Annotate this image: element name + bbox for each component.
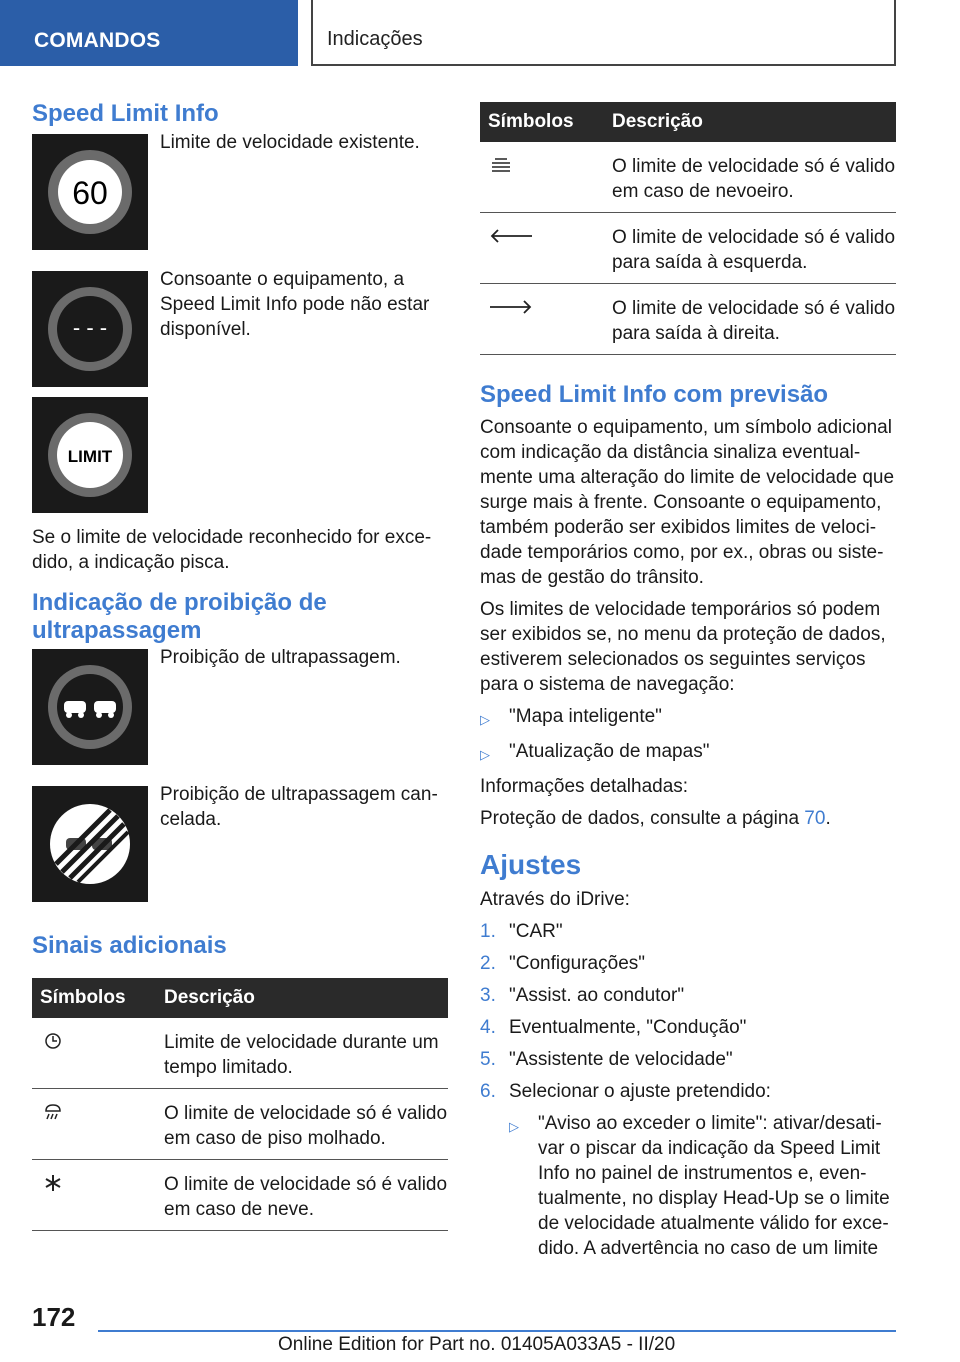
arrow-left-icon	[488, 229, 534, 250]
page-number: 172	[32, 1302, 76, 1332]
additional-signs-table	[32, 978, 448, 1231]
sign-description: Limite de velocidade existente.	[160, 132, 420, 153]
preview-paragraph-2: Os limites de velocidade temporários só podem ser exibidos se, no menu da proteção de dados, estiverem selecionados os seguintes serviços para o sistema de navegação:	[480, 599, 886, 695]
row-description: Limite de velocidade durante um tempo limitado.	[156, 1018, 448, 1089]
row-description: O limite de velocidade só é valido para saída à esquerda.	[604, 213, 896, 284]
svg-text:LIMIT: LIMIT	[67, 447, 113, 466]
sign-row-no-overtaking	[32, 649, 448, 765]
info-reference: Proteção de dados, consulte a página 70.	[480, 808, 831, 829]
col-symbols: Símbolos	[480, 102, 604, 142]
speed-limit-heading: Speed Limit Info	[32, 100, 219, 127]
row-description: O limite de velocidade só é valido em caso de piso molhado.	[156, 1089, 448, 1160]
list-item: 3. "Assist. ao condutor"	[480, 985, 685, 1006]
list-item: ▷ "Mapa inteligente"	[480, 704, 896, 732]
speed-unavailable-sign-icon	[32, 271, 148, 387]
table-row	[480, 213, 896, 284]
list-item: 6. Selecionar o ajuste pretendido:	[480, 1081, 771, 1102]
table-row	[32, 1018, 448, 1089]
triangle-bullet-icon: ▷	[509, 1119, 519, 1134]
triangle-bullet-icon: ▷	[480, 712, 490, 727]
row-description: O limite de velocidade só é valido para saída à direita.	[604, 284, 896, 355]
right-column	[480, 102, 896, 1261]
list-item: 1. "CAR"	[480, 921, 563, 942]
additional-signs-heading: Sinais adicionais	[32, 932, 227, 959]
additional-signs-table-continued	[480, 102, 896, 355]
row-description: O limite de velocidade só é valido em caso de nevoeiro.	[604, 142, 896, 213]
triangle-bullet-icon: ▷	[480, 747, 490, 762]
list-item: 5. "Assistente de velocidade"	[480, 1049, 733, 1070]
list-item: ▷ "Aviso ao exceder o limite": ativar/desativar o piscar da indicação da Speed Limit Info no painel de instrumentos e, eventualmente, no display Head-Up se o limite de velocidade atualmente válido for excedido. A advertência no caso de um limite	[509, 1113, 890, 1259]
list-item: 4. Eventualmente, "Condução"	[480, 1017, 747, 1038]
settings-intro: Através do iDrive:	[480, 889, 630, 910]
clock-icon	[40, 1034, 66, 1055]
edition-info: Online Edition for Part no. 01405A033A5 - II/20	[278, 1334, 676, 1355]
blink-note: Se o limite de velocidade reconhecido for excedido, a indicação pisca.	[32, 527, 432, 573]
overtaking-heading: Indicação de proibição de ultrapassagem	[32, 589, 327, 644]
footer-divider	[98, 1330, 896, 1332]
sign-description: Consoante o equipamento, a Speed Limit Info pode não estar disponível.	[160, 269, 430, 340]
left-column	[32, 100, 448, 1231]
row-description: O limite de velocidade só é valido em caso de neve.	[156, 1160, 448, 1231]
col-description: Descrição	[604, 102, 896, 142]
col-symbols: Símbolos	[32, 978, 156, 1018]
arrow-right-icon	[488, 300, 534, 321]
sign-row-overtaking-cancelled	[32, 786, 448, 902]
table-row	[32, 1089, 448, 1160]
sign-description: Proibição de ultrapassagem.	[160, 647, 401, 668]
overtaking-cancelled-sign-icon	[32, 786, 148, 902]
rain-icon	[40, 1105, 66, 1126]
section-tab: COMANDOS	[0, 0, 298, 66]
limit-sign-icon	[32, 397, 148, 513]
info-label: Informações detalhadas:	[480, 776, 689, 797]
list-item: 2. "Configurações"	[480, 953, 646, 974]
chapter-title: Indicações	[311, 0, 896, 66]
no-overtaking-sign-icon	[32, 649, 148, 765]
sign-row-limit	[32, 397, 448, 513]
sign-row-60	[32, 134, 448, 250]
settings-heading: Ajustes	[480, 849, 582, 880]
sign-row-unavailable	[32, 271, 448, 387]
fog-icon	[488, 158, 514, 179]
preview-heading: Speed Limit Info com previsão	[480, 381, 829, 408]
page-link[interactable]: 70	[804, 808, 826, 829]
table-row	[480, 284, 896, 355]
preview-paragraph-1: Consoante o equipamento, um símbolo adicional com indicação da distância sinaliza eventualmente uma alteração do limite de velocidade que surge mais à frente. Consoante o equipamento, também poderão ser exibidos limites de velocidade temporários como, por ex., obras ou sistemas de gestão do trânsito.	[480, 417, 895, 588]
col-description: Descrição	[156, 978, 448, 1018]
snowflake-icon	[40, 1176, 66, 1197]
sign-description: Proibição de ultrapassagem cancelada.	[160, 784, 438, 830]
list-item: ▷ "Atualização de mapas"	[480, 739, 896, 767]
table-row	[32, 1160, 448, 1231]
svg-text:- - -: - - -	[72, 315, 108, 340]
svg-text:60: 60	[72, 175, 108, 211]
table-row	[480, 142, 896, 213]
speed-60-sign-icon	[32, 134, 148, 250]
